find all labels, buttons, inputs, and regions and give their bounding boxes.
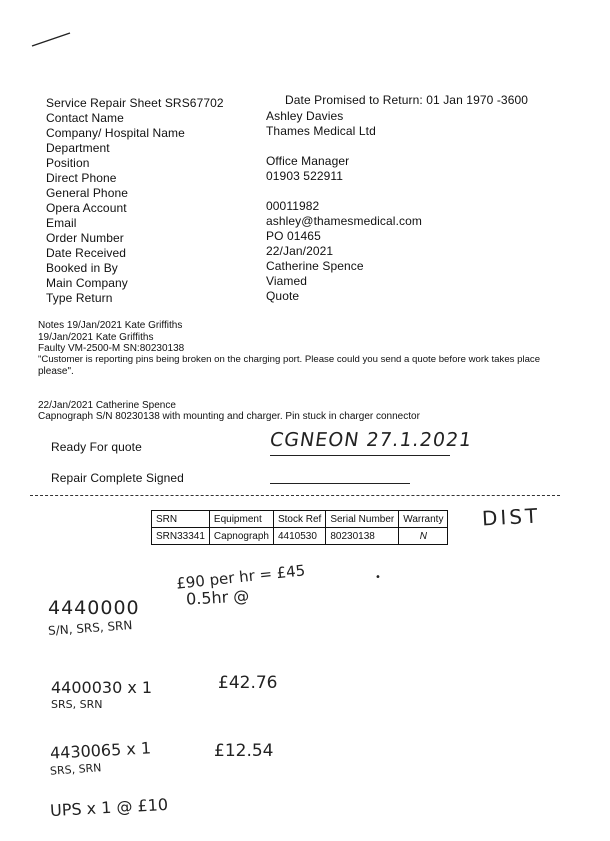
field-label-type-return: Type Return (46, 291, 113, 305)
field-value-position: Office Manager (266, 154, 350, 168)
handwritten-hours: 0.5hr @ (185, 586, 250, 609)
field-value-order-number: PO 01465 (266, 229, 321, 243)
field-label-email: Email (46, 216, 77, 230)
section-divider (30, 495, 560, 496)
table-cell: 4410530 (273, 528, 325, 545)
table-header-cell: Equipment (209, 511, 273, 528)
notes-line-3: Faulty VM-2500-M SN:80230138 (38, 343, 185, 354)
notes2-line-2: Capnograph S/N 80230138 with mounting and charger. Pin stuck in charger connector (38, 411, 420, 422)
handwritten-dot: • (375, 572, 381, 583)
handwritten-item2-sub: SRS, SRN (51, 698, 103, 711)
equipment-table (151, 510, 448, 545)
repair-complete-line (270, 483, 410, 484)
table-cell: 80230138 (326, 528, 399, 545)
notes-line-5: please". (38, 366, 74, 377)
field-value-contact-name: Ashley Davies (266, 109, 344, 123)
handwritten-item4: UPS x 1 @ £10 (49, 794, 169, 821)
handwritten-item3: 4430065 x 1 (49, 738, 152, 763)
field-value-direct-phone: 01903 522911 (266, 169, 344, 183)
table-cell: N (399, 528, 448, 545)
handwritten-item1: 4440000 (48, 597, 140, 619)
field-label-direct-phone: Direct Phone (46, 171, 117, 185)
table-cell: SRN33341 (152, 528, 210, 545)
handwritten-item3-price: £12.54 (214, 741, 274, 761)
field-label-order-number: Order Number (46, 231, 124, 245)
field-value-opera-account: 00011982 (266, 199, 320, 213)
ready-signature: CGNEON 27.1.2021 (268, 429, 474, 451)
ready-signature-line (270, 455, 450, 456)
field-value-main-company: Viamed (266, 274, 308, 288)
field-value-booked-in-by: Catherine Spence (266, 259, 364, 273)
handwritten-item3-sub: SRS, SRN (49, 761, 102, 778)
table-header-row (152, 511, 448, 528)
notes2-line-1: 22/Jan/2021 Catherine Spence (38, 400, 176, 411)
handwritten-item1-sub: S/N, SRS, SRN (47, 618, 133, 638)
field-value-date-received: 22/Jan/2021 (266, 244, 334, 258)
handwritten-item2-price: £42.76 (218, 673, 278, 693)
pen-mark (30, 30, 75, 50)
table-header-cell: Stock Ref (273, 511, 325, 528)
notes-line-2: 19/Jan/2021 Kate Griffiths (38, 332, 154, 343)
notes-line-4: "Customer is reporting pins being broken on the charging port. Please could you send a quote before work takes place (38, 354, 541, 365)
ready-for-quote-label: Ready For quote (51, 440, 142, 454)
field-value-company: Thames Medical Ltd (266, 124, 376, 138)
table-header-cell: Warranty (399, 511, 448, 528)
table-cell: Capnograph (209, 528, 273, 545)
handwritten-item2: 4400030 x 1 (51, 678, 153, 697)
repair-complete-label: Repair Complete Signed (51, 471, 184, 485)
field-label-general-phone: General Phone (46, 186, 129, 200)
table-header-cell: SRN (152, 511, 210, 528)
field-label-position: Position (46, 156, 90, 170)
notes-line-1: Notes 19/Jan/2021 Kate Griffiths (38, 320, 183, 331)
field-label-opera-account: Opera Account (46, 201, 127, 215)
field-label-company: Company/ Hospital Name (46, 126, 185, 140)
table-row (152, 528, 448, 545)
field-value-type-return: Quote (266, 289, 300, 303)
field-value-email: ashley@thamesmedical.com (266, 214, 422, 228)
date-promised: Date Promised to Return: 01 Jan 1970 -3600 (285, 93, 529, 107)
handwritten-hourly-rate: £90 per hr = £45 (175, 561, 307, 593)
table-header-cell: Serial Number (326, 511, 399, 528)
field-label-booked-in-by: Booked in By (46, 261, 118, 275)
field-label-main-company: Main Company (46, 276, 128, 290)
field-label-date-received: Date Received (46, 246, 127, 260)
handwritten-dist: DIST (481, 503, 541, 531)
field-label-department: Department (46, 141, 110, 155)
sheet-title: Service Repair Sheet SRS67702 (46, 96, 224, 110)
field-label-contact-name: Contact Name (46, 111, 124, 125)
